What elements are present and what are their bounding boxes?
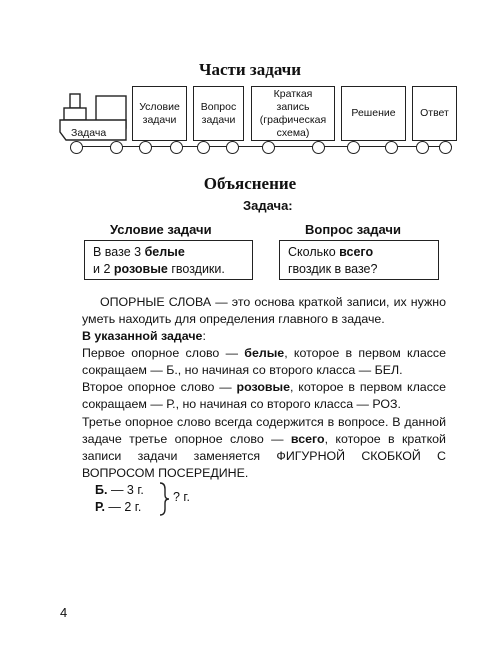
train-car-solution: Решение bbox=[341, 86, 406, 141]
train-car-answer: Ответ bbox=[412, 86, 457, 141]
wheel-icon bbox=[416, 141, 429, 154]
wheel-icon bbox=[139, 141, 152, 154]
wheel-icon bbox=[385, 141, 398, 154]
column-condition-heading: Условие задачи bbox=[110, 222, 212, 237]
train-car-condition: Условие задачи bbox=[132, 86, 187, 141]
wheel-icon bbox=[347, 141, 360, 154]
paragraph-second-word: Второе опорное слово — розовые, которое в первом классе сокращаем — Р., но начиная со второго класса — РОЗ. bbox=[82, 380, 446, 411]
paragraph-third-word: Третье опорное слово всегда содержится в вопросе. В данной задаче третье опорное слово — всего, которое в краткой записи задачи заменяется ФИГУРНОЙ СКОБКОЙ С ВОПРОСОМ ПОСЕРЕДИНЕ. bbox=[82, 415, 446, 480]
wheel-icon bbox=[197, 141, 210, 154]
column-question-heading: Вопрос задачи bbox=[305, 222, 401, 237]
wheel-icon bbox=[439, 141, 452, 154]
paragraph-key-words: ОПОРНЫЕ СЛОВА — это основа краткой записи, их нужно уметь находить для определения главного в задаче. bbox=[82, 295, 446, 326]
train-diagram bbox=[0, 0, 500, 170]
wheel-icon bbox=[170, 141, 183, 154]
record-row-pink: Р. — 2 г. bbox=[95, 500, 142, 514]
wheel-icon bbox=[70, 141, 83, 154]
parts-heading: Части задачи bbox=[198, 60, 302, 79]
record-question: ? г. bbox=[173, 490, 190, 504]
train-car-short-record: Краткая запись (графическая схема) bbox=[251, 86, 335, 141]
record-row-white: Б. — 3 г. bbox=[95, 483, 144, 497]
wheel-icon bbox=[262, 141, 275, 154]
explanation-heading: Объяснение bbox=[203, 174, 297, 193]
condition-box: В вазе 3 белые и 2 розовые гвоздики. bbox=[84, 240, 253, 280]
wheel-icon bbox=[312, 141, 325, 154]
curly-brace-icon bbox=[158, 481, 170, 517]
question-box: Сколько всего гвоздик в вазе? bbox=[279, 240, 439, 280]
wheel-icon bbox=[110, 141, 123, 154]
wheel-icon bbox=[226, 141, 239, 154]
train-car-question: Вопрос задачи bbox=[193, 86, 244, 141]
paragraph-in-task: В указанной задаче: bbox=[82, 329, 206, 343]
page-number: 4 bbox=[60, 605, 68, 620]
task-label: Задача: bbox=[243, 198, 293, 213]
paragraph-first-word: Первое опорное слово — белые, которое в первом классе сокращаем — Б., но начиная со второго класса — БЕЛ. bbox=[82, 346, 446, 377]
train-loco-label: Задача bbox=[71, 127, 107, 139]
